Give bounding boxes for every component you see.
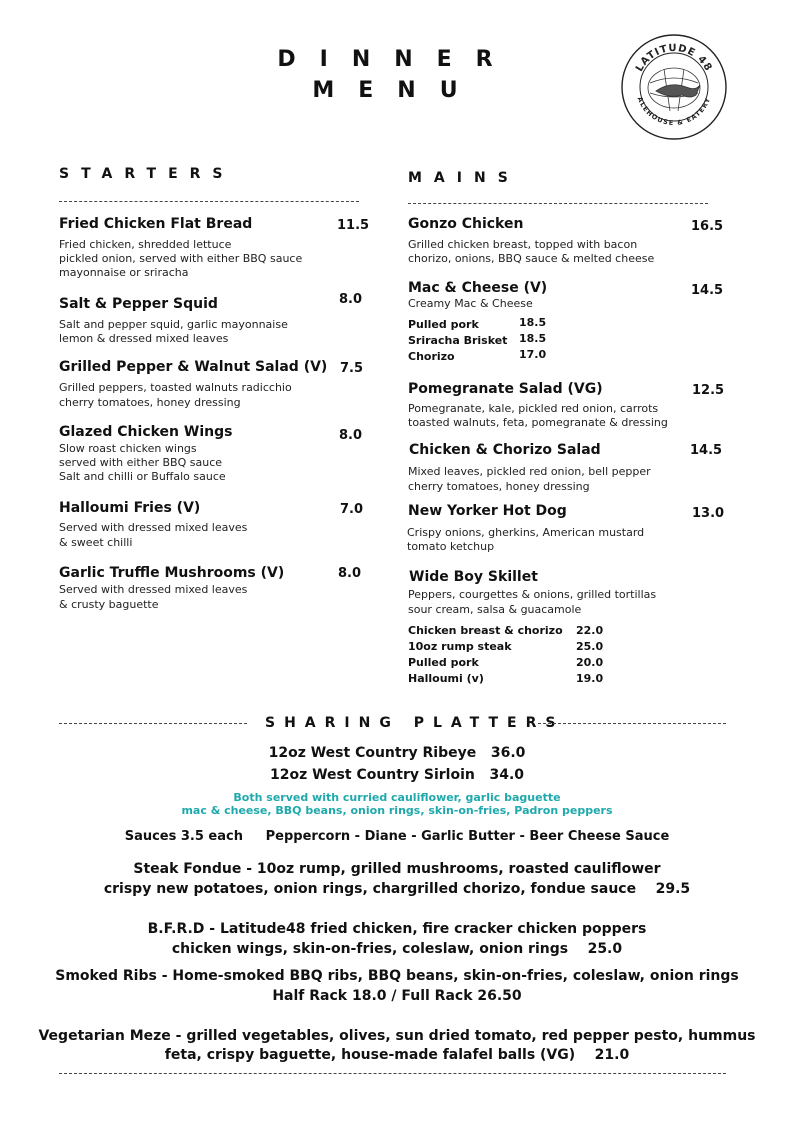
item-desc: tomato ketchup	[407, 540, 495, 553]
meze-line2	[0, 1047, 794, 1063]
item-desc: sour cream, salsa & guacamole	[408, 603, 582, 616]
bfrd-desc: chicken wings, skin-on-fries, coleslaw, onion rings	[171, 941, 569, 957]
item-desc: Peppers, courgettes & onions, grilled tortillas	[408, 588, 657, 601]
item-price: 8.0	[338, 566, 362, 581]
steak-name: 12oz West Country Ribeye	[268, 745, 477, 761]
sauces-line	[0, 829, 794, 844]
item-desc: Slow roast chicken wings	[59, 442, 197, 455]
fondue-price: 29.5	[655, 881, 691, 897]
sharing-divider-left	[59, 723, 247, 724]
served-with-line1: Both served with curried cauliflower, garlic baguette	[233, 791, 561, 804]
svg-text:ALEHOUSE & EATERY	[636, 96, 713, 127]
meze-line1: Vegetarian Meze - grilled vegetables, olives, sun dried tomato, red pepper pesto, hummus	[38, 1028, 756, 1044]
item-name: Wide Boy Skillet	[409, 569, 538, 585]
option-name: Sriracha Brisket	[408, 334, 508, 347]
logo-top-text: LATITUDE 48	[634, 42, 714, 74]
steak-sirloin	[0, 767, 794, 783]
option-price: 18.5	[519, 316, 547, 329]
menu-title-line1: DINNER	[277, 47, 517, 72]
item-price: 12.5	[692, 383, 725, 398]
sharing-heading: SHARING PLATTERS	[265, 715, 565, 731]
item-price: 14.5	[691, 283, 724, 298]
served-with-line2: mac & cheese, BBQ beans, onion rings, skin-on-fries, Padron peppers	[181, 804, 613, 817]
item-name: Grilled Pepper & Walnut Salad (V)	[59, 359, 328, 375]
option-price: 20.0	[576, 656, 604, 669]
item-name: Salt & Pepper Squid	[59, 296, 218, 312]
item-name: New Yorker Hot Dog	[408, 503, 567, 519]
item-price: 14.5	[690, 443, 723, 458]
item-desc: Fried chicken, shredded lettuce	[59, 238, 232, 251]
item-name: Mac & Cheese (V)	[408, 280, 548, 296]
item-desc: Served with dressed mixed leaves	[59, 583, 248, 596]
item-desc: & crusty baguette	[59, 598, 159, 611]
item-name: Gonzo Chicken	[408, 216, 524, 232]
item-name: Garlic Truffle Mushrooms (V)	[59, 565, 285, 581]
footer-divider	[59, 1073, 726, 1074]
item-desc: Creamy Mac & Cheese	[408, 297, 533, 310]
item-desc: served with either BBQ sauce	[59, 456, 223, 469]
bfrd-line1: B.F.R.D - Latitude48 fried chicken, fire cracker chicken poppers	[147, 921, 647, 937]
item-desc: Pomegranate, kale, pickled red onion, carrots	[408, 402, 659, 415]
steak-price: 36.0	[490, 745, 526, 761]
svg-text:LATITUDE 48	[634, 43, 714, 74]
bfrd-price: 25.0	[587, 941, 623, 957]
option-name: Halloumi (v)	[408, 672, 484, 685]
item-desc: cherry tomatoes, honey dressing	[59, 396, 241, 409]
ribs-line2: Half Rack 18.0 / Full Rack 26.50	[272, 988, 522, 1004]
item-price: 13.0	[692, 506, 725, 521]
item-desc: Crispy onions, gherkins, American mustard	[407, 526, 645, 539]
option-name: Pulled pork	[408, 656, 479, 669]
item-desc: Salt and pepper squid, garlic mayonnaise	[59, 318, 288, 331]
item-name: Pomegranate Salad (VG)	[408, 381, 603, 397]
fondue-line2	[0, 881, 794, 897]
item-desc: Grilled peppers, toasted walnuts radicchio	[59, 381, 292, 394]
item-desc: Mixed leaves, pickled red onion, bell pepper	[408, 465, 651, 478]
item-name: Halloumi Fries (V)	[59, 500, 201, 516]
fondue-desc: crispy new potatoes, onion rings, chargrilled chorizo, fondue sauce	[103, 881, 637, 897]
ribs-line1: Smoked Ribs - Home-smoked BBQ ribs, BBQ beans, skin-on-fries, coleslaw, onion rings	[55, 968, 739, 984]
item-price: 8.0	[339, 428, 363, 443]
bfrd-line2	[0, 941, 794, 957]
item-desc: lemon & dressed mixed leaves	[59, 332, 229, 345]
starters-divider	[59, 201, 359, 202]
option-name: Chorizo	[408, 350, 455, 363]
item-desc: chorizo, onions, BBQ sauce & melted cheese	[408, 252, 655, 265]
starters-heading: STARTERS	[59, 166, 235, 182]
mains-heading: MAINS	[408, 170, 520, 186]
item-desc: Grilled chicken breast, topped with bacon	[408, 238, 638, 251]
steak-ribeye	[0, 745, 794, 761]
meze-desc: feta, crispy baguette, house-made falafel balls (VG)	[164, 1047, 576, 1063]
logo-bottom-text: ALEHOUSE & EATERY	[635, 95, 713, 128]
fondue-line1: Steak Fondue - 10oz rump, grilled mushrooms, roasted cauliflower	[133, 861, 661, 877]
option-name: Chicken breast & chorizo	[408, 624, 563, 637]
option-name: 10oz rump steak	[408, 640, 512, 653]
item-desc: toasted walnuts, feta, pomegranate & dressing	[408, 416, 668, 429]
sauces-label: Sauces 3.5 each	[124, 829, 243, 844]
option-price: 17.0	[519, 348, 547, 361]
item-desc: cherry tomatoes, honey dressing	[408, 480, 590, 493]
option-price: 18.5	[519, 332, 547, 345]
item-price: 11.5	[337, 218, 370, 233]
option-price: 25.0	[576, 640, 604, 653]
latitude48-seal-icon	[620, 33, 728, 141]
item-name: Chicken & Chorizo Salad	[409, 442, 601, 458]
sharing-divider-right	[538, 723, 726, 724]
item-price: 7.5	[340, 361, 364, 376]
item-desc: mayonnaise or sriracha	[59, 266, 189, 279]
item-desc: & sweet chilli	[59, 536, 133, 549]
item-desc: Salt and chilli or Buffalo sauce	[59, 470, 226, 483]
item-price: 8.0	[339, 292, 363, 307]
meze-price: 21.0	[594, 1047, 630, 1063]
mains-divider	[408, 203, 708, 204]
item-desc: Served with dressed mixed leaves	[59, 521, 248, 534]
menu-title-line2: MENU	[312, 78, 482, 103]
item-price: 16.5	[691, 219, 724, 234]
option-name: Pulled pork	[408, 318, 479, 331]
option-price: 22.0	[576, 624, 604, 637]
item-price: 7.0	[340, 502, 364, 517]
steak-price: 34.0	[489, 767, 525, 783]
item-desc: pickled onion, served with either BBQ sauce	[59, 252, 303, 265]
item-name: Fried Chicken Flat Bread	[59, 216, 253, 232]
option-price: 19.0	[576, 672, 604, 685]
steak-name: 12oz West Country Sirloin	[269, 767, 475, 783]
item-name: Glazed Chicken Wings	[59, 424, 233, 440]
sauces-list: Peppercorn - Diane - Garlic Butter - Beer Cheese Sauce	[265, 829, 670, 844]
